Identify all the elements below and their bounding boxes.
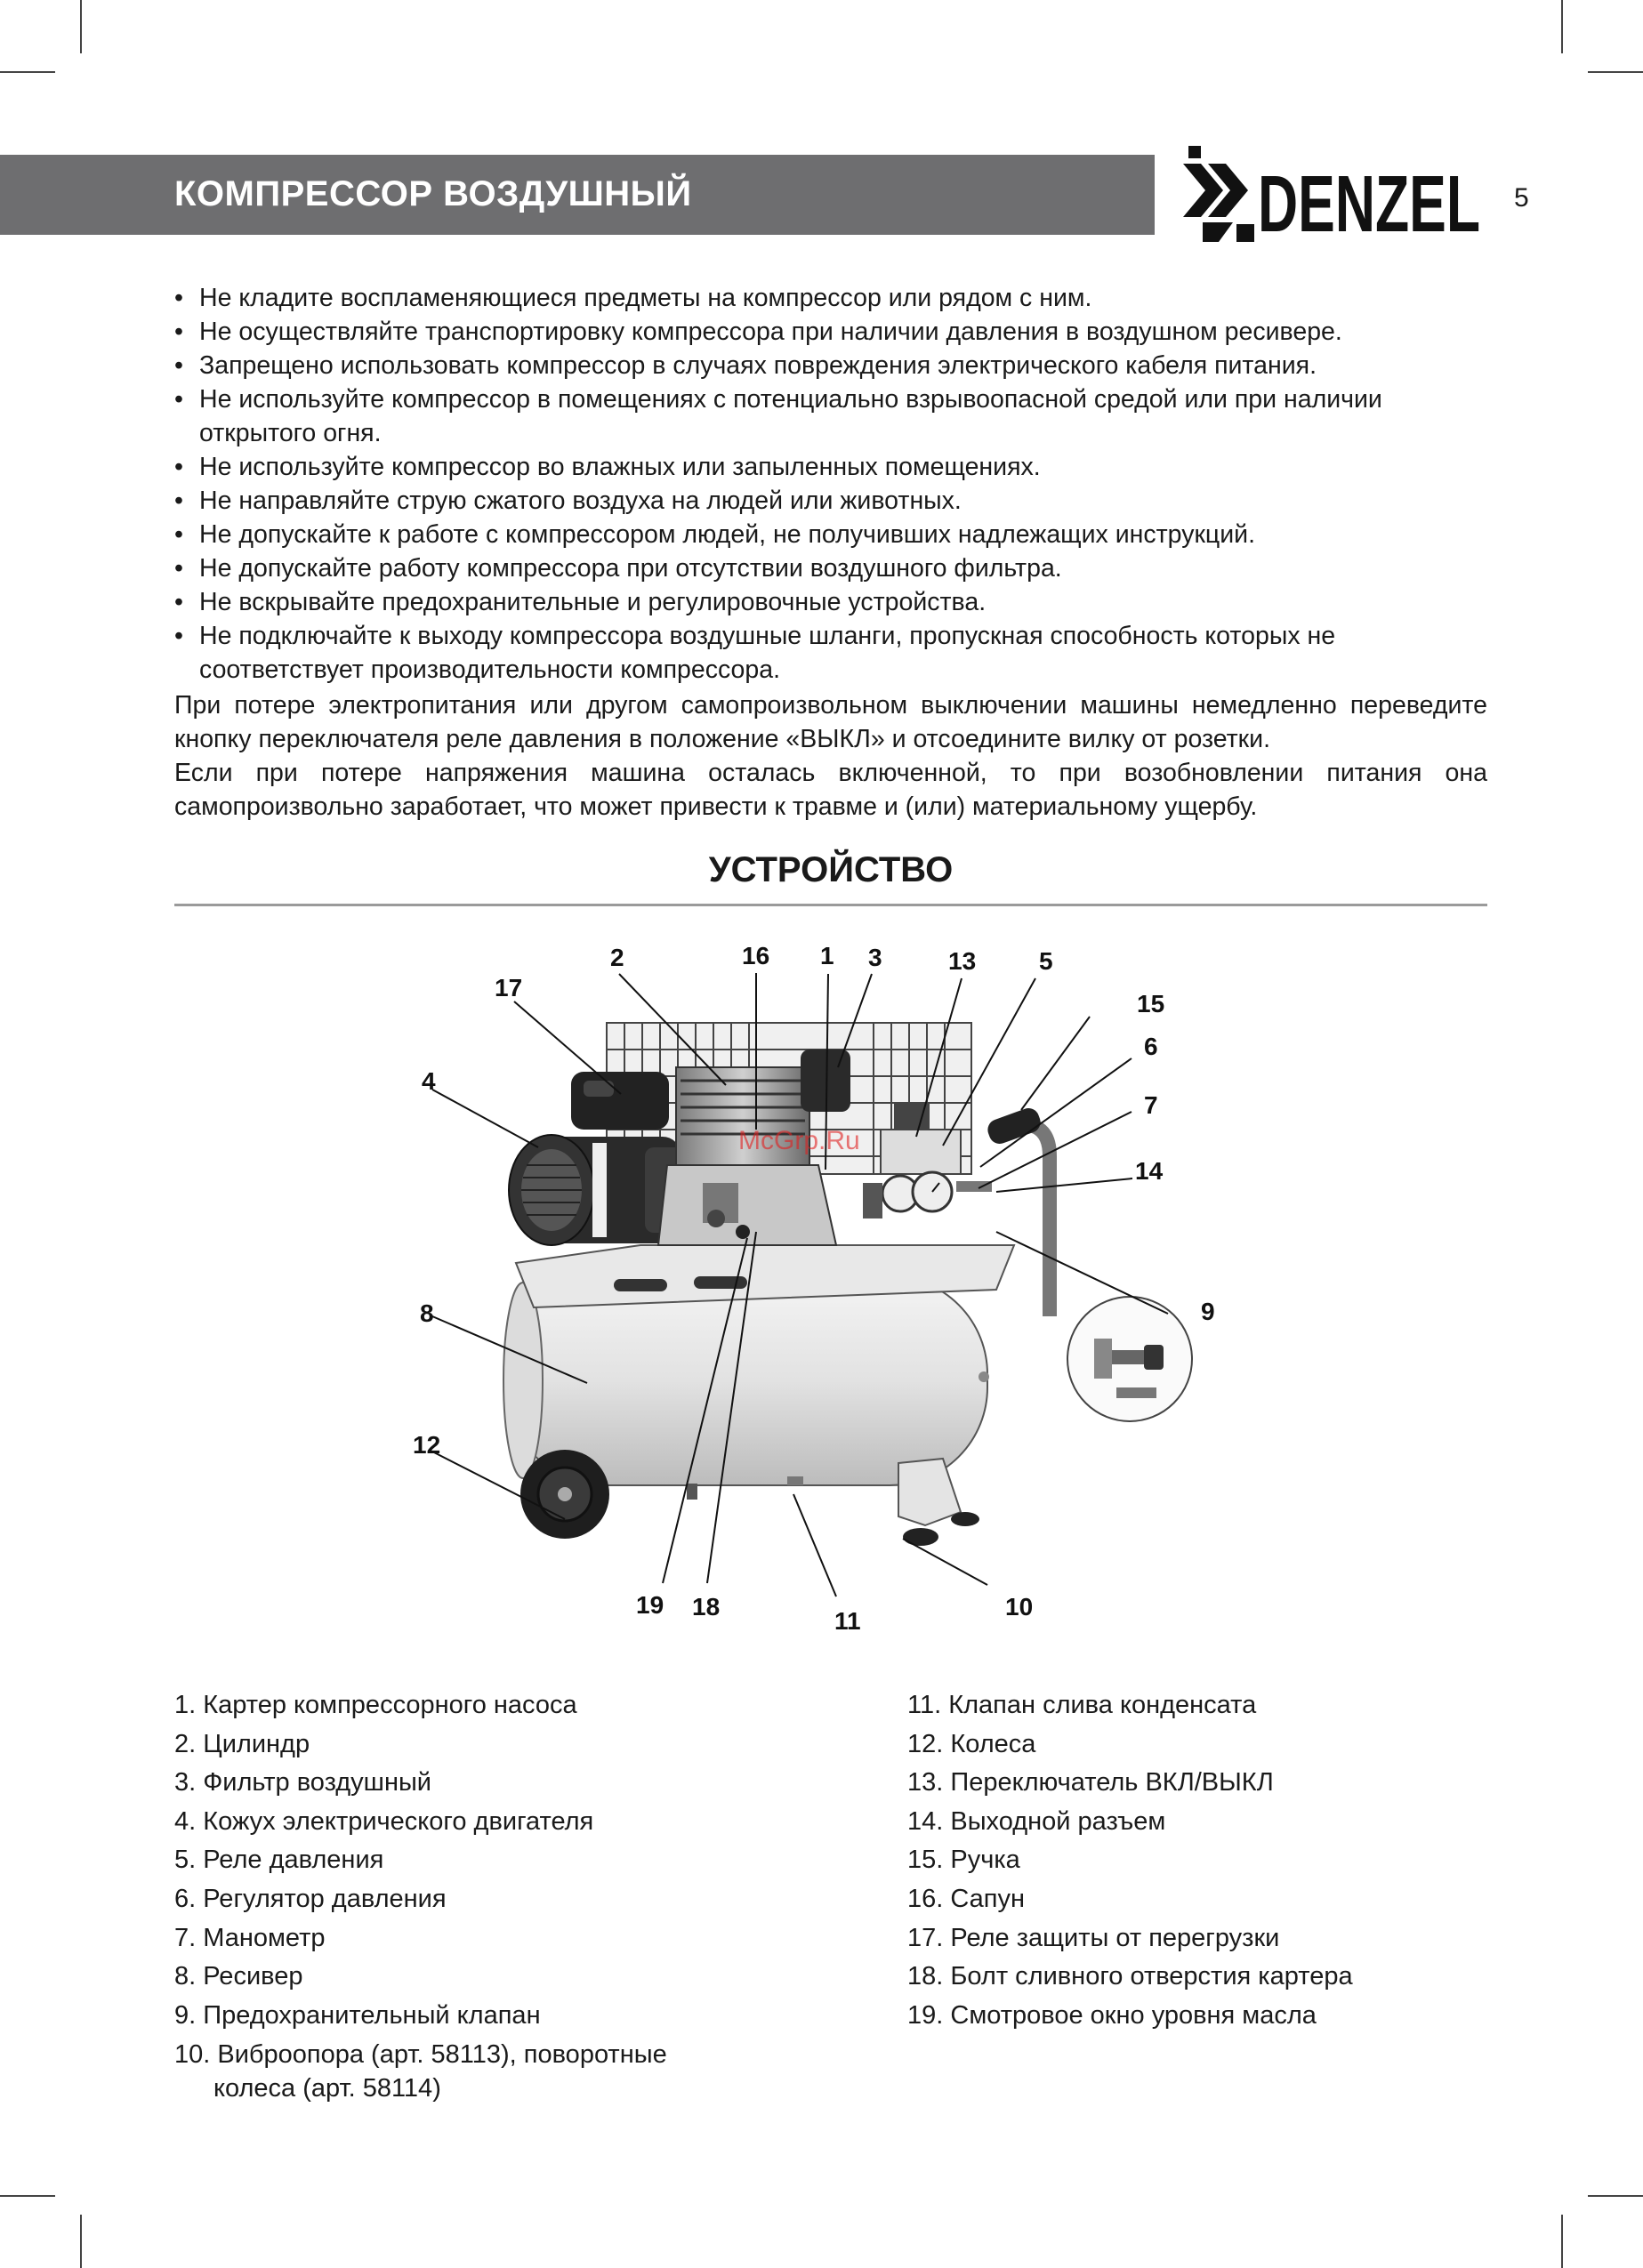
tank-bracket	[787, 1476, 803, 1485]
callout-label: 10	[1005, 1593, 1034, 1621]
overload-relay-box	[571, 1072, 669, 1130]
legend-item: 12. Колеса	[907, 1729, 1036, 1758]
legend-item: 13. Переключатель ВКЛ/ВЫКЛ	[907, 1768, 1274, 1798]
callout-label: 4	[422, 1067, 436, 1095]
crop-mark	[80, 0, 82, 53]
wheel	[520, 1450, 609, 1539]
legend-item: 6. Регулятор давления	[174, 1884, 447, 1913]
mounting-slot	[694, 1276, 747, 1289]
page-title: КОМПРЕССОР ВОЗДУШНЫЙ	[174, 174, 692, 213]
callout-label: 7	[1144, 1091, 1158, 1119]
legend-item: 18. Болт сливного отверстия картера	[907, 1962, 1353, 1991]
legend-item: 2. Цилиндр	[174, 1729, 310, 1758]
crop-mark	[0, 2195, 55, 2197]
logo-text: DENZEL	[1258, 160, 1480, 244]
legend-item: 5. Реле давления	[174, 1846, 384, 1875]
legend-item: 17. Реле защиты от перегрузки	[907, 1923, 1280, 1952]
list-item: • Не допускайте к работе с компрессором людей, не получивших надлежащих инструкций.	[174, 518, 1487, 551]
callout-label: 2	[610, 944, 624, 971]
legend-item: 10. Виброопора (арт. 58113), поворотные колеса (арт. 58114)	[174, 2040, 667, 2103]
callout-label: 9	[1201, 1298, 1215, 1325]
safety-valve-detail	[1067, 1297, 1192, 1421]
list-item: • Не осуществляйте транспортировку компрессора при наличии давления в воздушном ресивере.	[174, 315, 1487, 349]
callout-label: 3	[868, 944, 882, 971]
callout-label: 18	[692, 1593, 721, 1621]
callout-label: 6	[1144, 1033, 1158, 1060]
list-item: • Не кладите воспламеняющиеся предметы на компрессор или рядом с ним.	[174, 281, 1487, 315]
mounting-slot	[614, 1279, 667, 1291]
list-item: • Не направляйте струю сжатого воздуха на людей или животных.	[174, 484, 1487, 518]
watermark: McGrp.Ru	[738, 1126, 860, 1155]
crop-mark	[1561, 2215, 1563, 2268]
callout-label: 13	[948, 947, 977, 975]
section-divider	[174, 904, 1487, 906]
legend-item: 16. Сапун	[907, 1884, 1025, 1913]
callout-label: 11	[834, 1607, 861, 1635]
list-item: • Не подключайте к выходу компрессора воздушные шланги, пропускная способность которых не соответствует производительности компрессора.	[174, 619, 1487, 687]
crop-mark	[1561, 0, 1563, 53]
legend-item: 7. Манометр	[174, 1923, 326, 1952]
paragraph-power-loss: При потере электропитания или другом самопроизвольном выключении машины немедленно переведите кнопку переключателя реле давления в положение «ВЫКЛ» и отсоедините вилку от розетки.	[174, 691, 1487, 753]
legend-item: 9. Предохранительный клапан	[174, 2000, 541, 2030]
callout-label: 14	[1135, 1157, 1164, 1185]
list-item: • Не используйте компрессор во влажных или запыленных помещениях.	[174, 450, 1487, 484]
compressor-diagram	[374, 925, 1281, 1663]
legend-item: 3. Фильтр воздушный	[174, 1768, 432, 1798]
list-item: • Не допускайте работу компрессора при отсутствии воздушного фильтра.	[174, 551, 1487, 585]
crop-mark	[1588, 71, 1643, 73]
paragraph-restart-warning: Если при потере напряжения машина осталась включенной, то при возобновлении питания она самопроизвольно заработает, что может привести к травме и (или) материальному ущербу.	[174, 759, 1487, 821]
crop-mark	[80, 2215, 82, 2268]
vibration-mount	[898, 1459, 979, 1546]
legend-item: 19. Смотровое окно уровня масла	[907, 2000, 1317, 2030]
callout-label: 5	[1039, 947, 1053, 975]
handle-grip	[985, 1106, 1043, 1147]
legend-item: 15. Ручка	[907, 1846, 1020, 1875]
section-title: УСТРОЙСТВО	[708, 850, 954, 889]
parts-legend-left	[174, 1686, 850, 2105]
callout-label: 17	[495, 974, 523, 1001]
callout-label: 12	[413, 1431, 441, 1459]
safety-bullet-list	[174, 281, 1487, 687]
crop-mark	[1588, 2195, 1643, 2197]
callout-label: 19	[636, 1591, 664, 1619]
list-item: • Запрещено использовать компрессор в случаях повреждения электрического кабеля питания.	[174, 349, 1487, 382]
denzel-logo	[1183, 146, 1486, 244]
callout-label: 16	[742, 942, 770, 969]
page-number: 5	[1514, 183, 1529, 213]
drain-valve	[687, 1484, 697, 1500]
callout-label: 8	[420, 1299, 434, 1327]
crop-mark	[0, 71, 55, 73]
parts-legend-right	[907, 1686, 1494, 2035]
legend-item: 8. Ресивер	[174, 1962, 303, 1991]
legend-item: 1. Картер компрессорного насоса	[174, 1691, 577, 1719]
legend-item: 14. Выходной разъем	[907, 1806, 1166, 1836]
list-item: • Не вскрывайте предохранительные и регулировочные устройства.	[174, 585, 1487, 619]
handle	[996, 1124, 1050, 1316]
legend-item: 11. Клапан слива конденсата	[907, 1691, 1257, 1719]
callout-label: 15	[1137, 990, 1165, 1017]
callout-label: 1	[820, 942, 834, 969]
list-item: • Не используйте компрессор в помещениях с потенциально взрывоопасной средой или при наличии открытого огня.	[174, 382, 1487, 450]
legend-item: 4. Кожух электрического двигателя	[174, 1806, 594, 1836]
logo-emblem-icon	[1183, 146, 1254, 242]
